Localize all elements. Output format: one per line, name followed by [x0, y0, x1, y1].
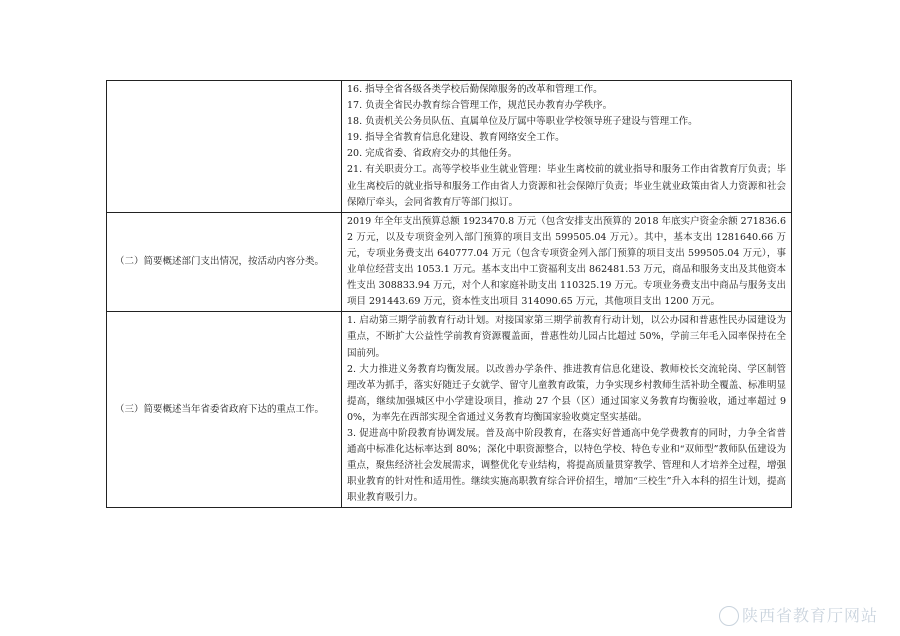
list-item: 17. 负责全省民办教育综合管理工作，规范民办教育办学秩序。	[347, 100, 613, 112]
list-item: 19. 指导全省教育信息化建设、教育网络安全工作。	[347, 132, 565, 144]
list-item: 2. 大力推进义务教育均衡发展。以改善办学条件、推进教育信息化建设、教师校长交流轮岗、学区制管理改革为抓手，落实好随迁子女就学、留守儿童教育政策，力争实现乡村教师生活补助全覆盖、标准明显提高，继续加强城区中小学建设项目，推动 27 个县（区）通过国家义务教育均衡验收，通过率超过 90%，为率先在西部实现全省通过义务教育均衡国家验收奠定坚实基础。	[347, 363, 786, 423]
list-item: 16. 指导全省各级各类学校后勤保障服务的改革和管理工作。	[347, 84, 603, 95]
row-label-key-work: （三）简要概述当年省委省政府下达的重点工作。	[107, 312, 342, 508]
row-label-expenditure: （二）简要概述部门支出情况，按活动内容分类。	[107, 212, 342, 312]
list-item: 21. 有关职责分工。高等学校毕业生就业管理：毕业生离校前的就业指导和服务工作由省教育厅负责；毕业生离校后的就业指导和服务工作由省人力资源和社会保障厅负责；毕业生就业政策由省人力资源和社会保障厅牵头，会同省教育厅等部门拟订。	[347, 164, 786, 208]
list-item: 18. 负责机关公务员队伍、直属单位及厅属中等职业学校领导班子建设与管理工作。	[347, 116, 698, 128]
duties-content	[342, 81, 792, 213]
list-item: 1. 启动第三期学前教育行动计划。对接国家第三期学前教育行动计划，以公办园和普惠性民办园建设为重点，不断扩大公益性学前教育资源覆盖面，普惠性幼儿园占比超过 50%，学前三年毛入园率保持在全国前列。	[347, 315, 786, 359]
expenditure-content	[342, 212, 792, 312]
site-logo-icon	[719, 606, 739, 626]
key-work-content	[342, 312, 792, 508]
table-row-duties	[107, 81, 792, 213]
table-row-expenditure	[107, 212, 792, 312]
paragraph: 2019 年全年支出预算总额 1923470.8 万元（包含安排支出预算的 2018 年底实户资金余额 271836.62 万元，以及专项资金列入部门预算的项目支出 599505.04 万元）。其中，基本支出 1281640.66 万元，专项业务费支出 640777.04 万元（包含专项资金列入部门预算的项目支出 599505.04 万元），事业单位经营支出 1053.1 万元。基本支出中工资福利支出 862481.53 万元，商品和服务支出及其他资本性支出 308833.94 万元，对个人和家庭补助支出 110325.19 万元。专项业务费支出中商品与服务支出项目 291443.69 万元，资本性支出项目 314090.65 万元，其他项目支出 1200 万元。	[347, 215, 786, 308]
document-table	[106, 80, 792, 508]
row-label-empty	[107, 81, 342, 213]
watermark-text: 陕西省教育厅网站	[741, 605, 878, 625]
list-item: 20. 完成省委、省政府交办的其他任务。	[347, 148, 518, 160]
table-row-key-work	[107, 312, 792, 508]
site-watermark	[719, 603, 878, 627]
list-item: 3. 促进高中阶段教育协调发展。普及高中阶段教育，在落实好普通高中免学费教育的同时，力争全省普通高中标准化达标率达到 80%；深化中职资源整合，以特色学校、特色专业和“双师型”教师队伍建设为重点，聚焦经济社会发展需求，调整优化专业结构，将提高质量贯穿教学、管理和人才培养全过程，增强职业教育的针对性和适用性。继续实施高职教育综合评价招生，增加“三校生”升入本科的招生计划，提高职业教育吸引力。	[347, 427, 786, 504]
